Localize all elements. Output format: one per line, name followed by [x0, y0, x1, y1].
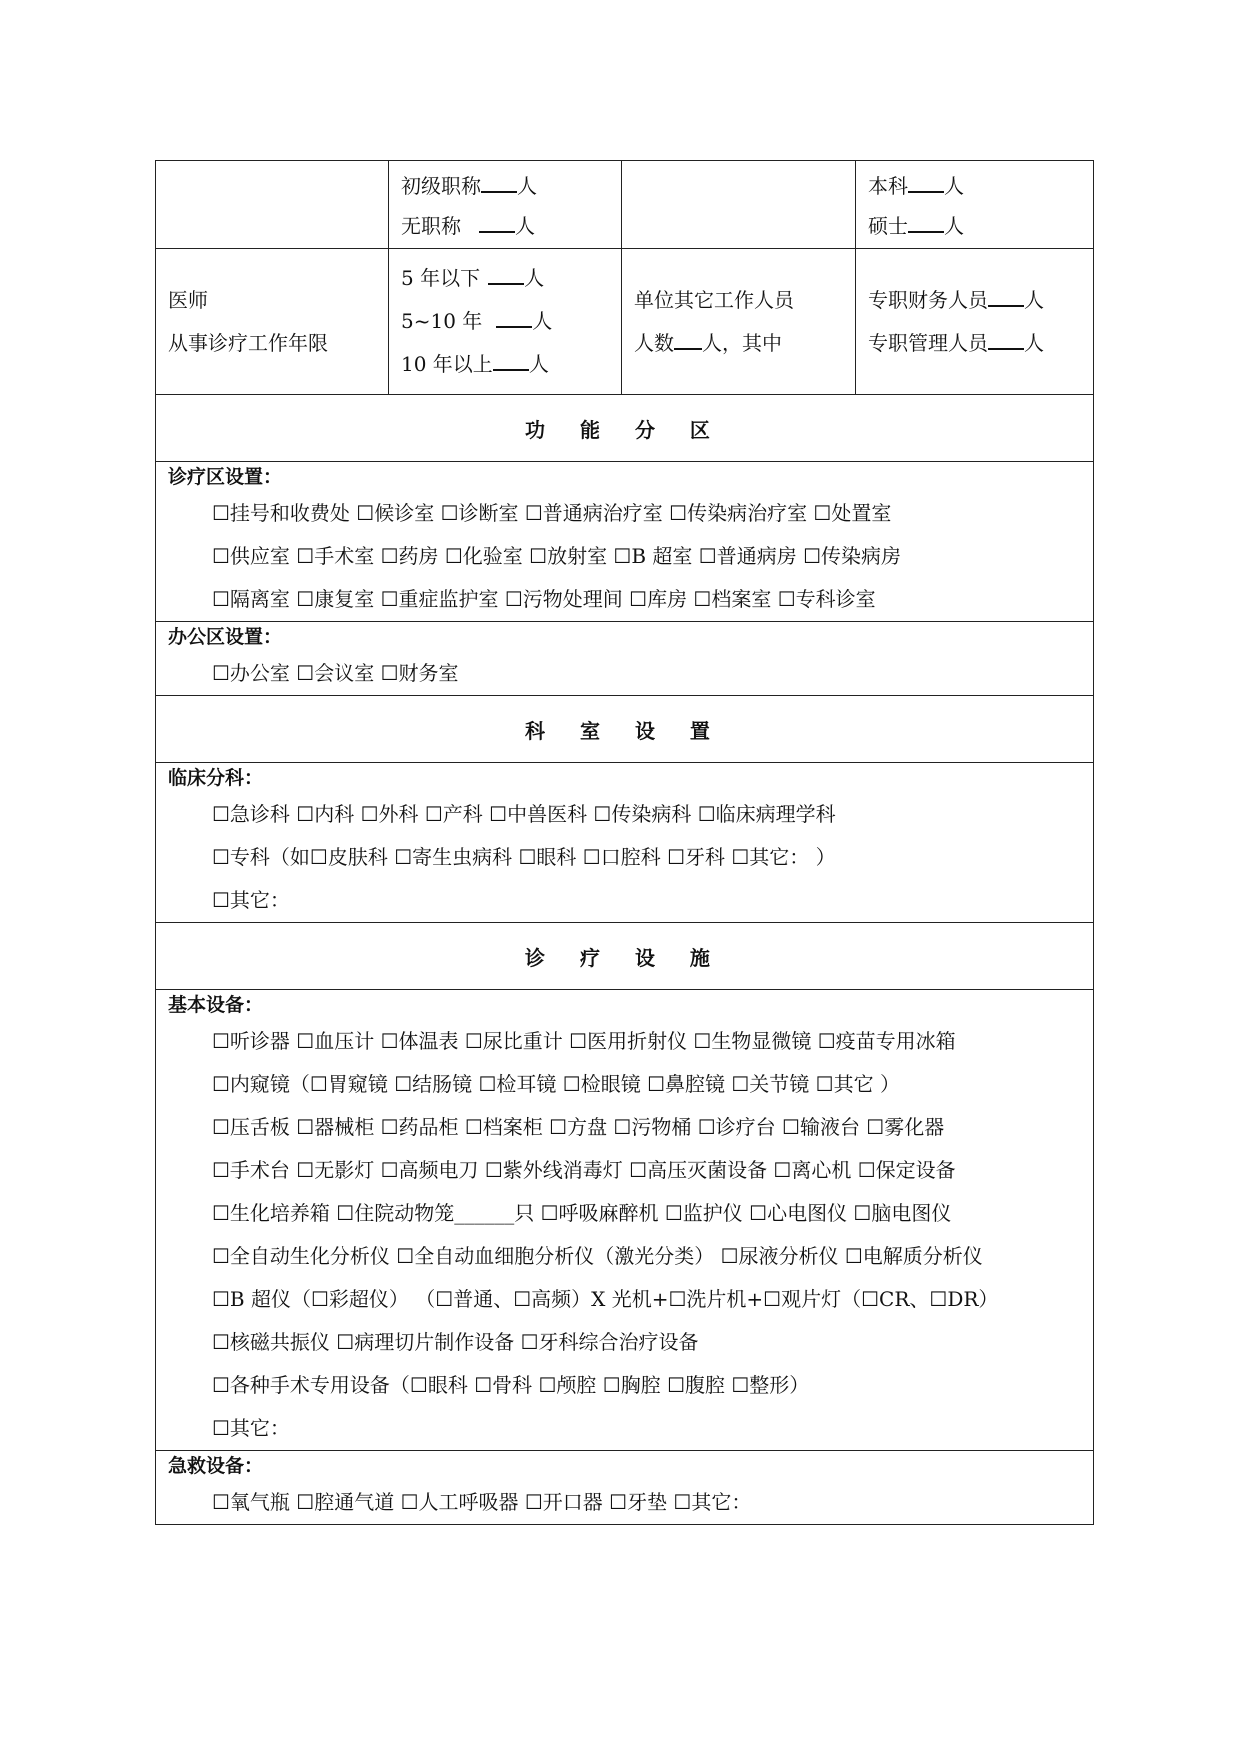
basic-equipment-cell: [156, 990, 1094, 1451]
headcount-blank[interactable]: [674, 322, 702, 350]
facilities-header-row: [156, 923, 1094, 990]
treatment-zone-label: 诊疗区设置：: [168, 466, 283, 488]
education-count-cell: [856, 161, 1094, 249]
doctor-years-label-cell: [156, 249, 389, 395]
departments-title: 科 室 设 置: [156, 696, 1094, 763]
doctor-label: 医师: [168, 287, 208, 312]
master-blank[interactable]: [908, 205, 944, 233]
unit-label: 人: [528, 352, 549, 376]
5-10-label: 5~10 年: [401, 309, 483, 333]
registration-form: [155, 160, 1093, 1525]
over-10-blank[interactable]: [493, 343, 529, 371]
departments-header-row: [156, 696, 1094, 763]
years-label: 从事诊疗工作年限: [168, 330, 328, 355]
emergency-equipment-cell: [156, 1451, 1094, 1525]
basic-equipment-label: 基本设备：: [168, 994, 264, 1016]
finance-label: 专职财务人员: [868, 287, 988, 312]
checkbox-row[interactable]: ☐全自动生化分析仪 ☐全自动血细胞分析仪（激光分类） ☐尿液分析仪 ☐电解质分析仪: [212, 1244, 983, 1268]
checkbox-row[interactable]: ☐B 超仪（☐彩超仪） （☐普通、☐高频）X 光机+☐洗片机+☐观片灯（☐CR、☐DR）: [212, 1287, 999, 1311]
form-table: [155, 160, 1094, 1525]
clinical-cell: [156, 763, 1094, 923]
years-count-cell: [389, 249, 622, 395]
treatment-zone-row: [156, 462, 1094, 622]
empty-label-cell: [156, 161, 389, 249]
junior-title-label: 初级职称: [401, 173, 481, 198]
clinical-label: 临床分科：: [168, 767, 264, 789]
junior-title-blank[interactable]: [481, 165, 517, 193]
bachelor-label: 本科: [868, 173, 908, 198]
finance-blank[interactable]: [988, 279, 1024, 307]
checkbox-row[interactable]: ☐听诊器 ☐血压计 ☐体温表 ☐尿比重计 ☐医用折射仪 ☐生物显微镜 ☐疫苗专用冰箱: [212, 1029, 956, 1053]
clinical-row: [156, 763, 1094, 923]
under-5-label: 5 年以下: [401, 266, 481, 290]
unit-label: 人: [515, 213, 535, 238]
checkbox-row[interactable]: ☐隔离室 ☐康复室 ☐重症监护室 ☐污物处理间 ☐库房 ☐档案室 ☐专科诊室: [212, 587, 876, 611]
headcount-label: 人数: [634, 330, 674, 355]
unit-label: 人: [944, 213, 964, 238]
checkbox-row[interactable]: ☐专科（如☐皮肤科 ☐寄生虫病科 ☐眼科 ☐口腔科 ☐牙科 ☐其它： ）: [212, 845, 836, 869]
unit-label: 人: [1024, 330, 1044, 355]
office-zone-row: [156, 622, 1094, 696]
unit-label: 人: [517, 173, 537, 198]
no-title-blank[interactable]: [479, 205, 515, 233]
function-zone-header-row: [156, 395, 1094, 462]
unit-label: 人: [1024, 287, 1044, 312]
checkbox-row[interactable]: ☐手术台 ☐无影灯 ☐高频电刀 ☐紫外线消毒灯 ☐高压灭菌设备 ☐离心机 ☐保定设备: [212, 1158, 956, 1182]
function-zone-title: 功 能 分 区: [156, 395, 1094, 462]
checkbox-row[interactable]: ☐压舌板 ☐器械柜 ☐药品柜 ☐档案柜 ☐方盘 ☐污物桶 ☐诊疗台 ☐输液台 ☐雾化器: [212, 1115, 945, 1139]
finance-staff-cell: [856, 249, 1094, 395]
under-5-blank[interactable]: [488, 257, 524, 285]
emergency-equipment-label: 急救设备：: [168, 1455, 264, 1477]
office-zone-cell: [156, 622, 1094, 696]
checkbox-row[interactable]: ☐供应室 ☐手术室 ☐药房 ☐化验室 ☐放射室 ☐B 超室 ☐普通病房 ☐传染病房: [212, 544, 901, 568]
basic-equipment-row: [156, 990, 1094, 1451]
office-zone-label: 办公区设置：: [168, 626, 283, 648]
checkbox-row[interactable]: ☐其它：: [212, 888, 290, 912]
treatment-zone-cell: [156, 462, 1094, 622]
bachelor-blank[interactable]: [908, 165, 944, 193]
empty-cell: [622, 161, 856, 249]
checkbox-row[interactable]: ☐急诊科 ☐内科 ☐外科 ☐产科 ☐中兽医科 ☐传染病科 ☐临床病理学科: [212, 802, 836, 826]
management-blank[interactable]: [988, 322, 1024, 350]
unit-label: 人: [532, 309, 553, 333]
unit-label: 人: [524, 266, 545, 290]
checkbox-row[interactable]: ☐核磁共振仪 ☐病理切片制作设备 ☐牙科综合治疗设备: [212, 1330, 699, 1354]
management-label: 专职管理人员: [868, 330, 988, 355]
checkbox-row[interactable]: ☐办公室 ☐会议室 ☐财务室: [212, 661, 459, 685]
other-staff-cell: [622, 249, 856, 395]
staff-title-row: [156, 161, 1094, 249]
5-10-blank[interactable]: [496, 300, 532, 328]
checkbox-row[interactable]: ☐各种手术专用设备（☐眼科 ☐骨科 ☐颅腔 ☐胸腔 ☐腹腔 ☐整形）: [212, 1373, 810, 1397]
emergency-equipment-row: [156, 1451, 1094, 1525]
other-staff-label: 单位其它工作人员: [634, 287, 794, 312]
title-count-cell: [389, 161, 622, 249]
unit-label: 人: [944, 173, 964, 198]
checkbox-row[interactable]: ☐氧气瓶 ☐腔通气道 ☐人工呼吸器 ☐开口器 ☐牙垫 ☐其它：: [212, 1490, 752, 1514]
facilities-title: 诊 疗 设 施: [156, 923, 1094, 990]
doctor-years-row: [156, 249, 1094, 395]
over-10-label: 10 年以上: [401, 352, 493, 376]
headcount-suffix: 人，其中: [702, 330, 782, 355]
checkbox-row[interactable]: ☐其它：: [212, 1416, 290, 1440]
checkbox-row[interactable]: ☐生化培养箱 ☐住院动物笼______只 ☐呼吸麻醉机 ☐监护仪 ☐心电图仪 ☐脑电图仪: [212, 1201, 952, 1225]
no-title-label: 无职称: [401, 213, 461, 238]
checkbox-row[interactable]: ☐内窥镜（☐胃窥镜 ☐结肠镜 ☐检耳镜 ☐检眼镜 ☐鼻腔镜 ☐关节镜 ☐其它 ）: [212, 1072, 900, 1096]
master-label: 硕士: [868, 213, 908, 238]
checkbox-row[interactable]: ☐挂号和收费处 ☐候诊室 ☐诊断室 ☐普通病治疗室 ☐传染病治疗室 ☐处置室: [212, 501, 892, 525]
